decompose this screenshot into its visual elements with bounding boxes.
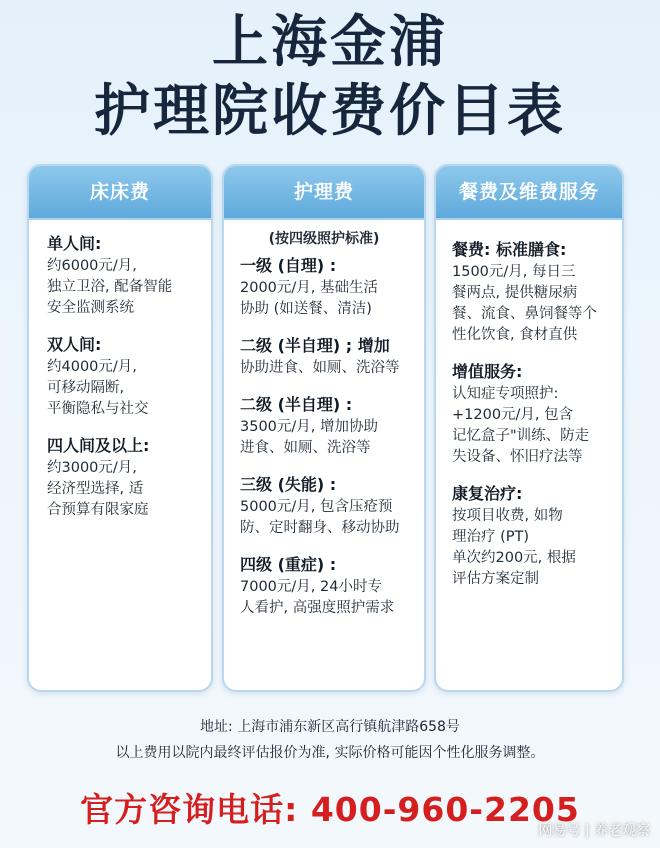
price-note: 以上费用以院内最终评估报价为准, 实际价格可能因个性化服务调整。 <box>115 745 545 761</box>
care-fee-body <box>224 248 424 619</box>
section-text: 2000元/月, 基础生活 协助 (如送餐、清洁) <box>240 280 379 317</box>
hotline-number: 官方咨询电话: 400-960-2205 <box>80 790 580 829</box>
bed-fee-body <box>29 220 211 521</box>
section-text: 5000元/月, 包含压疮预 防、定时翻身、移动协助 <box>240 499 400 536</box>
care-fee-card <box>222 164 426 692</box>
section-text: 协助进食、如厕、洗浴等 <box>240 360 400 376</box>
room-double <box>47 333 201 420</box>
care-level-1 <box>240 254 416 320</box>
bed-fee-card <box>27 164 213 692</box>
section-title: 四人间及以上: <box>47 436 150 455</box>
watermark-text: 网易号 | 养老观察 <box>538 823 650 839</box>
section-title: 单人间: <box>47 234 102 253</box>
section-title: 二级 (半自理) : <box>240 395 353 414</box>
care-level-3 <box>240 473 416 539</box>
care-fee-heading: 护理费 <box>224 166 424 220</box>
section-text: 约6000元/月, 独立卫浴, 配备智能 安全监测系统 <box>47 258 173 316</box>
care-level-2a <box>240 334 416 379</box>
section-title: 餐费: 标准膳食: <box>452 240 567 259</box>
meal-service-body <box>436 220 622 590</box>
page-title-line2: 护理院收费价目表 <box>94 79 566 144</box>
section-title: 双人间: <box>47 335 102 354</box>
room-quad <box>47 434 201 521</box>
section-text: 1500元/月, 每日三 餐两点, 提供糖尿病 餐、流食、鼻饲餐等个 性化饮食, 食材直供 <box>452 264 597 343</box>
section-text: 7000元/月, 24小时专 人看护, 高强度照护需求 <box>240 579 395 616</box>
care-fee-subheading: (按四级照护标准) <box>268 231 380 247</box>
section-title: 三级 (失能) : <box>240 475 337 494</box>
meal-fee <box>452 238 616 346</box>
meal-service-card <box>434 164 624 692</box>
section-title: 增值服务: <box>452 362 523 381</box>
value-added-service <box>452 360 616 468</box>
page-title-line1: 上海金浦 <box>212 10 448 75</box>
meal-service-heading: 餐费及维费服务 <box>436 166 622 220</box>
bed-fee-heading: 床床费 <box>29 166 211 220</box>
section-text: 约3000元/月, 经济型选择, 适 合预算有限家庭 <box>47 460 149 518</box>
care-level-2b <box>240 393 416 459</box>
section-title: 二级 (半自理) ; 增加 <box>240 336 390 355</box>
care-level-4 <box>240 553 416 619</box>
address-text: 地址: 上海市浦东新区高行镇航津路658号 <box>200 719 460 735</box>
section-title: 一级 (自理) : <box>240 256 337 275</box>
section-title: 康复治疗: <box>452 484 523 503</box>
section-text: 约4000元/月, 可移动隔断, 平衡隐私与社交 <box>47 359 149 417</box>
section-text: 认知症专项照护: +1200元/月, 包含 记忆盒子"训练、防走 失设备、怀旧疗法等 <box>452 386 590 465</box>
section-text: 3500元/月, 增加协助 进食、如厕、洗浴等 <box>240 419 379 456</box>
section-title: 四级 (重症) : <box>240 555 337 574</box>
rehab-therapy <box>452 482 616 590</box>
section-text: 按项目收费, 如物 理治疗 (PT) 单次约200元, 根据 评估方案定制 <box>452 508 576 587</box>
room-single <box>47 232 201 319</box>
